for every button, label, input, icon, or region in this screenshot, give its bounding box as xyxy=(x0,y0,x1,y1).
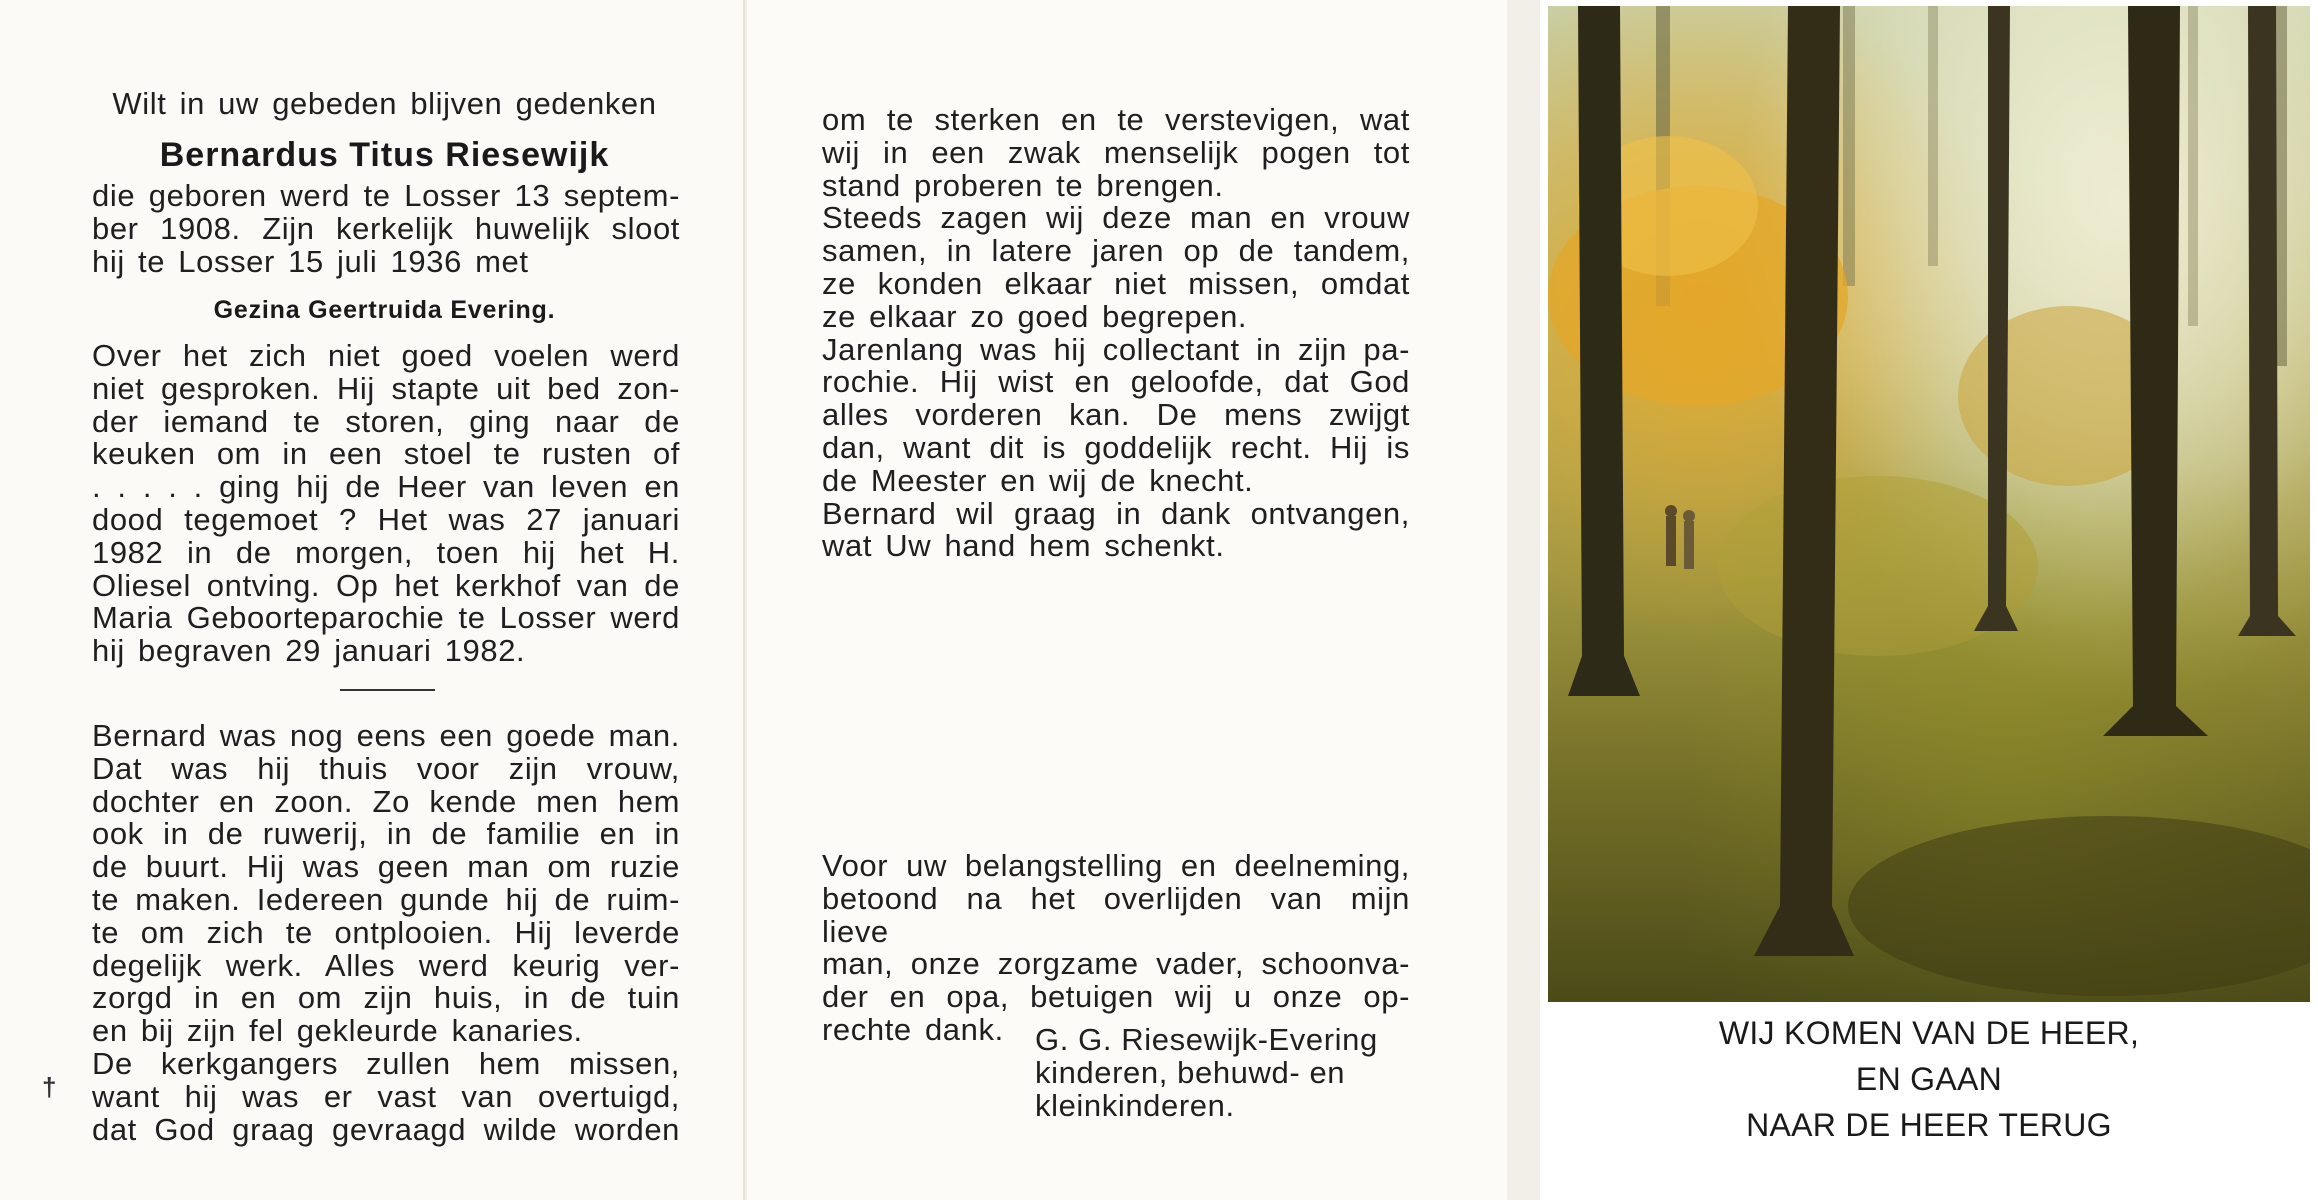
text-line: man, onze zorgzame vader, schoonva- xyxy=(822,946,1410,982)
text-line: Steeds zagen wij deze man en vrouw xyxy=(822,200,1410,236)
signature-line: kleinkinderen. xyxy=(1035,1087,1235,1123)
text-line: wij in een zwak menselijk pogen tot xyxy=(822,134,1410,170)
text-line: ze elkaar zo goed begrepen. xyxy=(822,298,1248,334)
text-line: wat Uw hand hem schenkt. xyxy=(822,528,1225,564)
signature-line: G. G. Riesewijk-Evering xyxy=(1035,1022,1378,1057)
text-line: de buurt. Hij was geen man om ruzie xyxy=(92,849,680,885)
text-line: niet gesproken. Hij stapte uit bed zon- xyxy=(92,370,680,406)
text-line: hij te Losser 15 juli 1936 met xyxy=(92,243,529,279)
text-line: te maken. Iedereen gunde hij de ruim- xyxy=(92,881,680,917)
life-paragraph xyxy=(92,720,680,1146)
forest-illustration xyxy=(1548,6,2310,1002)
text-line: Over het zich niet goed voelen werd xyxy=(92,338,680,373)
deceased-name: Bernardus Titus Riesewijk xyxy=(159,136,610,174)
text-line: alles vorderen kan. De mens zwijgt xyxy=(822,397,1410,433)
signature-line: kinderen, behuwd- en xyxy=(1035,1054,1346,1090)
text-line: te om zich te ontplooien. Hij leverde xyxy=(92,914,680,950)
text-line: want hij was er vast van overtuigd, xyxy=(92,1078,680,1114)
thanks-paragraph xyxy=(822,850,1410,1047)
text-line: dood tegemoet ? Het was 27 januari xyxy=(92,501,680,537)
text-line: dochter en zoon. Zo kende men hem xyxy=(92,783,680,819)
text-line: dan, want dit is goddelijk recht. Hij is xyxy=(822,429,1410,465)
text-line: zorgd in en om zijn huis, in de tuin xyxy=(92,980,680,1016)
text-line: De kerkgangers zullen hem missen, xyxy=(92,1045,680,1081)
forest-photo xyxy=(1548,6,2310,1002)
text-line: dat God graag gevraagd wilde worden xyxy=(92,1111,680,1147)
spouse-name: Gezina Geertruida Evering. xyxy=(213,296,556,324)
text-line: die geboren werd te Losser 13 septem- xyxy=(92,178,680,213)
text-line: degelijk werk. Alles werd keurig ver- xyxy=(92,947,680,983)
signature-block xyxy=(1035,1024,1415,1122)
text-line: en bij zijn fel gekleurde kanaries. xyxy=(92,1013,583,1049)
caption-line: NAAR DE HEER TERUG xyxy=(1746,1107,2112,1143)
text-line: ze konden elkaar niet missen, omdat xyxy=(822,265,1410,301)
text-line: der iemand te storen, ging naar de xyxy=(92,403,680,439)
caption-line: WIJ KOMEN VAN DE HEER, xyxy=(1718,1015,2140,1051)
text-line: 1982 in de morgen, toen hij het H. xyxy=(92,534,680,570)
section-divider xyxy=(340,689,435,691)
text-line: Maria Geboorteparochie te Losser werd xyxy=(92,600,680,636)
text-line: Bernard was nog eens een goede man. xyxy=(92,718,680,753)
text-line: hij begraven 29 januari 1982. xyxy=(92,633,526,669)
text-line: stand proberen te brengen. xyxy=(822,167,1224,203)
text-line: betoond na het overlijden van mijn lieve xyxy=(822,880,1410,949)
text-line: Dat was hij thuis voor zijn vrouw, xyxy=(92,750,680,786)
text-line: rochie. Hij wist en geloofde, dat God xyxy=(822,364,1410,400)
text-line: samen, in latere jaren op de tandem, xyxy=(822,233,1410,269)
text-line: ook in de ruwerij, in de familie en in xyxy=(92,816,680,852)
text-line: om te sterken en te verstevigen, wat xyxy=(822,102,1410,137)
text-line: Bernard wil graag in dank ontvangen, xyxy=(822,495,1410,531)
text-line: Oliesel ontving. Op het kerkhof van de xyxy=(92,567,680,603)
photo-caption xyxy=(1548,1010,2310,1148)
text-line: de Meester en wij de knecht. xyxy=(822,462,1254,498)
text-line: keuken om in een stoel te rusten of xyxy=(92,436,680,472)
text-line: . . . . . ging hij de Heer van leven en xyxy=(92,469,680,505)
cross-mark-icon: † xyxy=(42,1072,57,1102)
text-line: Jarenlang was hij collectant in zijn pa- xyxy=(822,331,1410,367)
caption-line: EN GAAN xyxy=(1855,1061,2003,1097)
text-line: Voor uw belangstelling en deelneming, xyxy=(822,848,1410,883)
text-line: der en opa, betuigen wij u onze op- xyxy=(822,979,1410,1015)
intro-line: Wilt in uw gebeden blijven gedenken xyxy=(112,86,657,121)
continuation-paragraph xyxy=(822,104,1410,563)
text-line: rechte dank. xyxy=(822,1011,1004,1047)
death-paragraph xyxy=(92,340,680,668)
text-line: ber 1908. Zijn kerkelijk huwelijk sloot xyxy=(92,210,680,246)
birth-paragraph xyxy=(92,180,680,278)
